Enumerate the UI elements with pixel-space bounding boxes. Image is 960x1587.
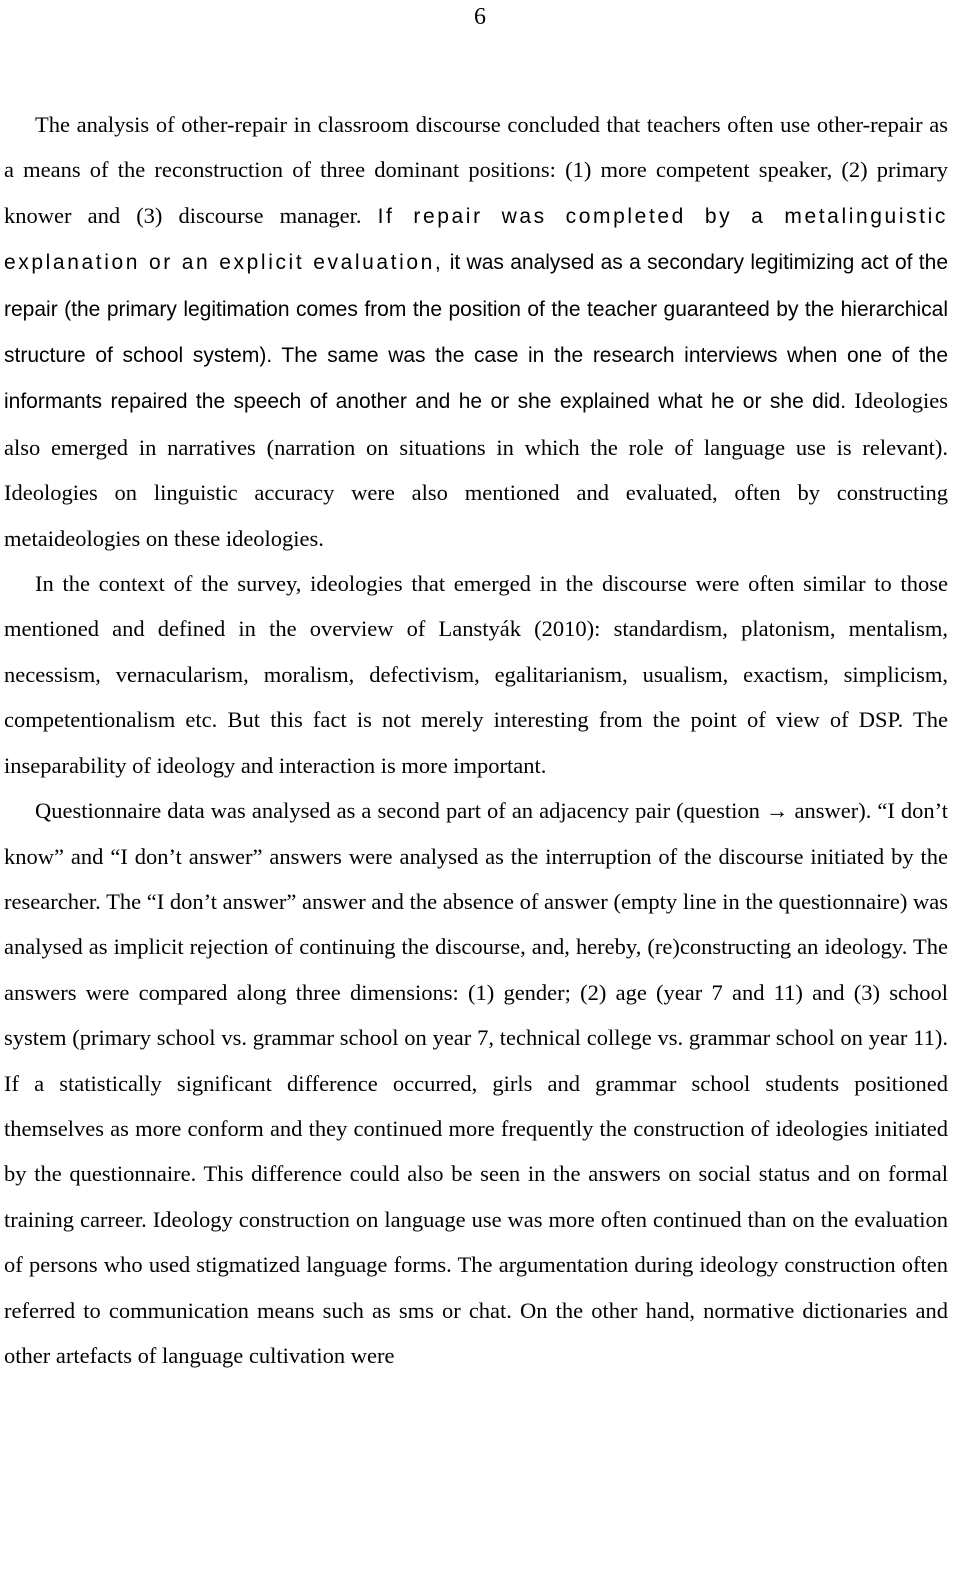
paragraph-1-sans-segment: it was analysed as a secondary legitimizing act of the repair (the primary legitimation comes from the position of the teacher guaranteed by the hierarchical structure of school system). The same was the case in the research interviews when one of the informants repaired the speech of another and he or she explained what he or she did. <box>4 251 948 414</box>
paragraph-1-spaced-segment: If repair was completed by a metalinguistic explanation or an explicit evaluation, <box>4 204 948 275</box>
document-body <box>4 102 948 1378</box>
paragraph-questionnaire: Questionnaire data was analysed as a second part of an adjacency pair (question → answer). “I don’t know” and “I don’t answer” answers were analysed as the interruption of the discourse initiated by the researcher. The “I don’t answer” answer and the absence of answer (empty line in the questionnaire) was analysed as implicit rejection of continuing the discourse, and, hereby, (re)constructing an ideology. The answers were compared along three dimensions: (1) gender; (2) age (year 7 and 11) and (3) school system (primary school vs. grammar school on year 7, technical college vs. grammar school on year 11). If a statistically significant difference occurred, girls and grammar school students positioned themselves as more conform and they continued more frequently the construction of ideologies initiated by the questionnaire. This difference could also be seen in the answers on social status and on formal training carreer. Ideology construction on language use was more often continued than on the evaluation of persons who used stigmatized language forms. The argumentation during ideology construction often referred to communication means such as sms or chat. On the other hand, normative dictionaries and other artefacts of language cultivation were <box>4 798 948 1368</box>
paragraph-survey-ideologies: In the context of the survey, ideologies that emerged in the discourse were often similar to those mentioned and defined in the overview of Lanstyák (2010): standardism, platonism, mentalism, necessism, vernacularism, moralism, defectivism, egalitarianism, usualism, exactism, simplicism, competentionalism etc. But this fact is not merely interesting from the point of view of DSP. The inseparability of ideology and interaction is more important. <box>4 571 948 778</box>
paragraph-1-lead: The analysis of other-repair in classroom discourse concluded that teachers often use other-repair as a means of the reconstruction of three dominant positions: (1) more competent speaker, (2) primary knower and (3) discourse manager. <box>4 112 948 228</box>
page-number: 6 <box>474 4 486 30</box>
paragraph-1-tail: Ideologies also emerged in narratives (narration on situations in which the role of language use is relevant). Ideologies on linguistic accuracy were also mentioned and evaluated, often by constructing metaideologies on these ideologies. <box>4 388 948 551</box>
paragraph-other-repair <box>4 102 948 561</box>
